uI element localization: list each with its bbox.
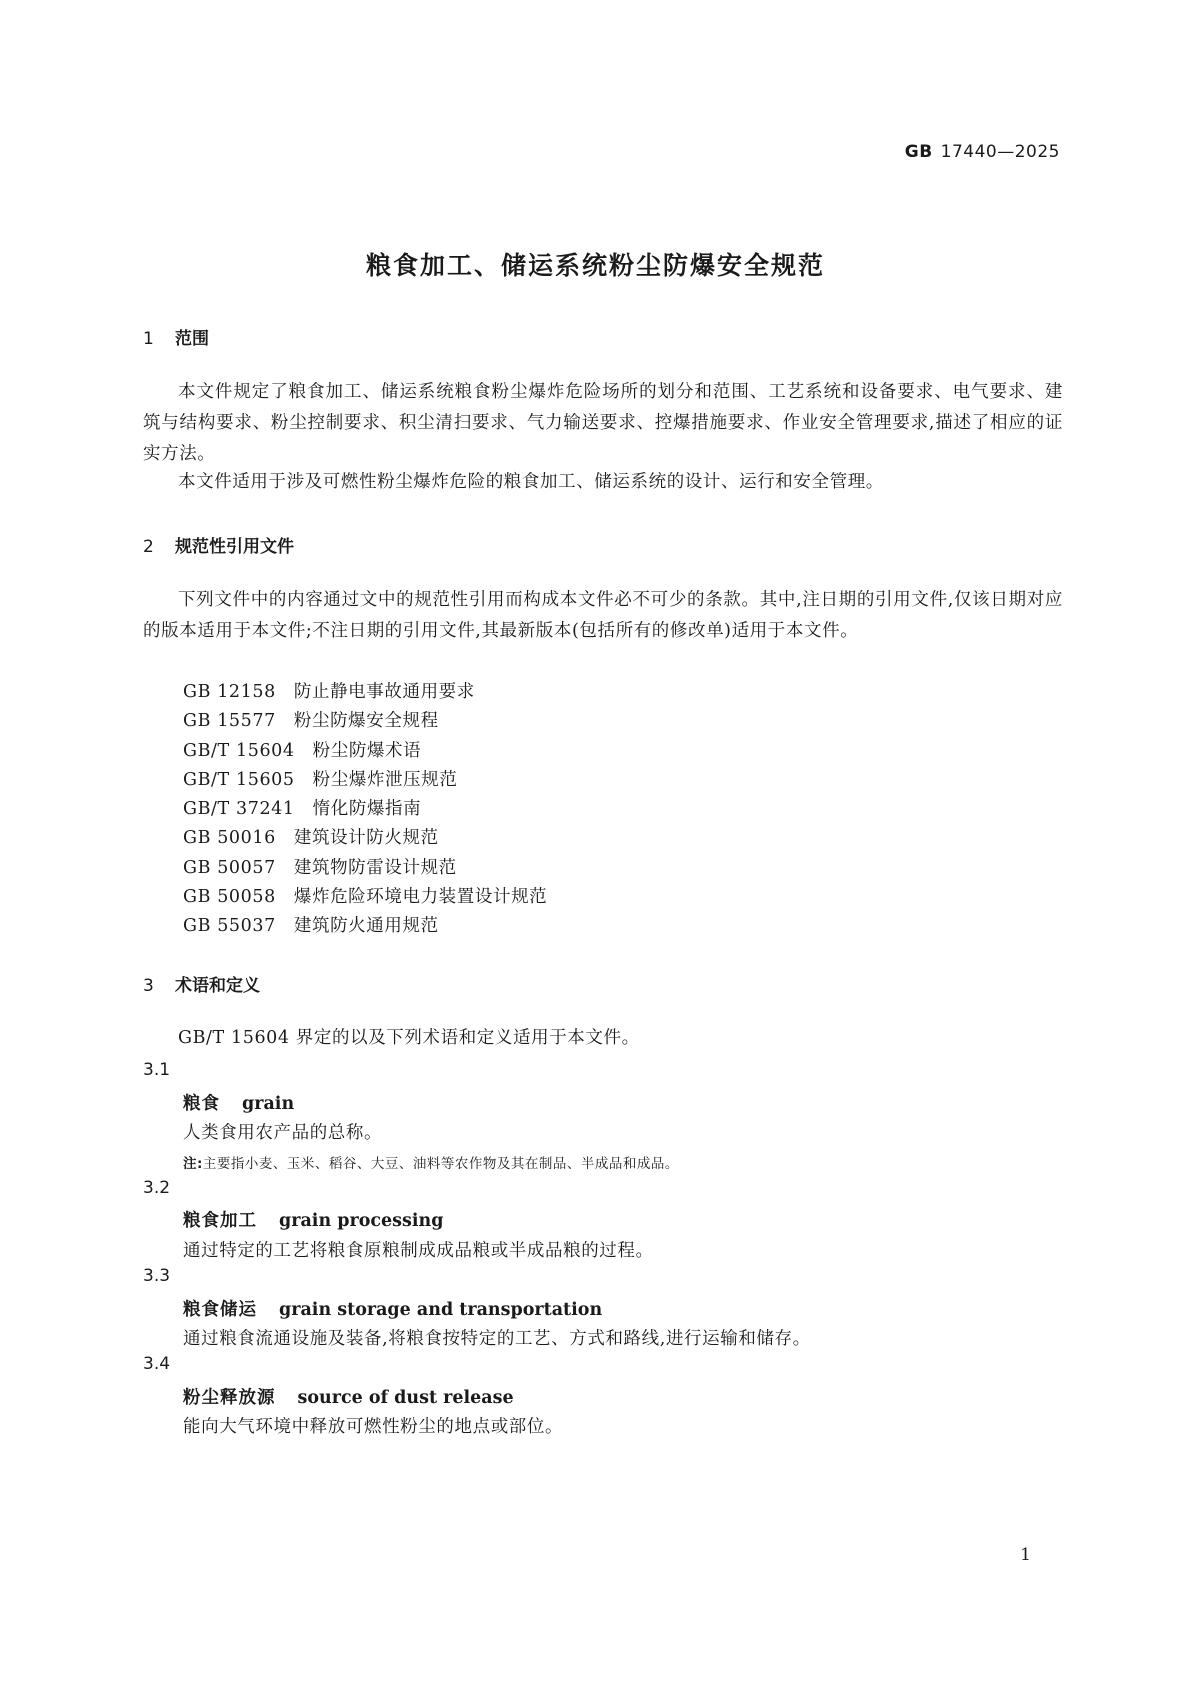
- reference-item: [183, 766, 457, 791]
- reference-code: GB 15577: [183, 711, 276, 731]
- reference-item: [183, 883, 547, 908]
- reference-item: [183, 795, 421, 820]
- term-chinese: 粉尘释放源: [183, 1388, 276, 1408]
- document-code: [905, 142, 1060, 162]
- reference-code: GB 12158: [183, 682, 276, 702]
- reference-title: 爆炸危险环境电力装置设计规范: [293, 887, 548, 907]
- reference-item: [183, 707, 439, 732]
- reference-item: [183, 678, 475, 703]
- term-number: 3.2: [143, 1178, 171, 1198]
- term-number: 3.3: [143, 1266, 171, 1286]
- paragraph: 下列文件中的内容通过文中的规范性引用而构成本文件必不可少的条款。其中,注日期的引用文件,仅该日期对应的版本适用于本文件;不注日期的引用文件,其最新版本(包括所有的修改单)适用于本文件。: [143, 590, 1063, 641]
- reference-code: GB/T 37241: [183, 799, 295, 819]
- term-name: [183, 1384, 514, 1409]
- page-number: 1: [1020, 1545, 1031, 1565]
- standard-prefix: GB: [904, 142, 933, 162]
- reference-item: [183, 912, 439, 937]
- term-name: [183, 1207, 444, 1232]
- term-chinese: 粮食加工: [183, 1211, 257, 1231]
- term-name: [183, 1090, 294, 1115]
- term-number: 3.4: [143, 1354, 171, 1374]
- reference-title: 粉尘防爆安全规程: [293, 711, 439, 731]
- reference-code: GB 50016: [183, 828, 276, 848]
- reference-code: GB 50057: [183, 858, 276, 878]
- paragraph: GB/T 15604 界定的以及下列术语和定义适用于本文件。: [178, 1028, 640, 1048]
- section-title: 规范性引用文件: [175, 537, 294, 557]
- reference-title: 粉尘防爆术语: [312, 741, 422, 761]
- reference-title: 防止静电事故通用要求: [293, 682, 475, 702]
- term-english: source of dust release: [297, 1388, 514, 1408]
- reference-code: GB/T 15604: [183, 741, 295, 761]
- reference-item: [183, 854, 457, 879]
- section-title: 范围: [175, 329, 209, 349]
- reference-title: 惰化防爆指南: [312, 799, 422, 819]
- reference-code: GB 50058: [183, 887, 276, 907]
- term-number: 3.1: [143, 1060, 171, 1080]
- document-title: 粮食加工、储运系统粉尘防爆安全规范: [365, 251, 825, 280]
- term-english: grain: [242, 1094, 295, 1114]
- section-number: 3: [143, 976, 154, 996]
- term-definition: 通过特定的工艺将粮食原粮制成成品粮或半成品粮的过程。: [183, 1241, 654, 1261]
- term-definition: 能向大气环境中释放可燃性粉尘的地点或部位。: [183, 1417, 564, 1437]
- section-number: 1: [143, 329, 154, 349]
- standard-number: 17440—2025: [940, 142, 1060, 162]
- reference-title: 建筑物防雷设计规范: [293, 858, 457, 878]
- term-chinese: 粮食: [183, 1094, 220, 1114]
- term-english: grain processing: [279, 1211, 444, 1231]
- note-label: 注:: [183, 1156, 203, 1172]
- term-name: [183, 1296, 602, 1321]
- reference-code: GB/T 15605: [183, 770, 295, 790]
- section-heading-1: [143, 324, 209, 349]
- term-chinese: 粮食储运: [183, 1300, 257, 1320]
- term-definition: 人类食用农产品的总称。: [183, 1123, 383, 1143]
- note-text: 主要指小麦、玉米、稻谷、大豆、油料等农作物及其在制品、半成品和成品。: [202, 1156, 679, 1172]
- term-english: grain storage and transportation: [279, 1300, 603, 1320]
- term-note: [183, 1152, 679, 1172]
- section-heading-2: [143, 532, 294, 557]
- reference-item: [183, 737, 421, 762]
- section-heading-3: [143, 971, 260, 996]
- section-number: 2: [143, 537, 154, 557]
- reference-title: 建筑设计防火规范: [293, 828, 439, 848]
- paragraph: 本文件规定了粮食加工、储运系统粮食粉尘爆炸危险场所的划分和范围、工艺系统和设备要求、电气要求、建筑与结构要求、粉尘控制要求、积尘清扫要求、气力输送要求、控爆措施要求、作业安全管理要求,描述了相应的证实方法。: [143, 382, 1063, 464]
- reference-code: GB 55037: [183, 916, 276, 936]
- reference-title: 粉尘爆炸泄压规范: [312, 770, 458, 790]
- section-title: 术语和定义: [175, 976, 260, 996]
- reference-title: 建筑防火通用规范: [293, 916, 439, 936]
- term-definition: 通过粮食流通设施及装备,将粮食按特定的工艺、方式和路线,进行运输和储存。: [183, 1329, 811, 1349]
- reference-item: [183, 824, 439, 849]
- paragraph: 本文件适用于涉及可燃性粉尘爆炸危险的粮食加工、储运系统的设计、运行和安全管理。: [178, 472, 884, 492]
